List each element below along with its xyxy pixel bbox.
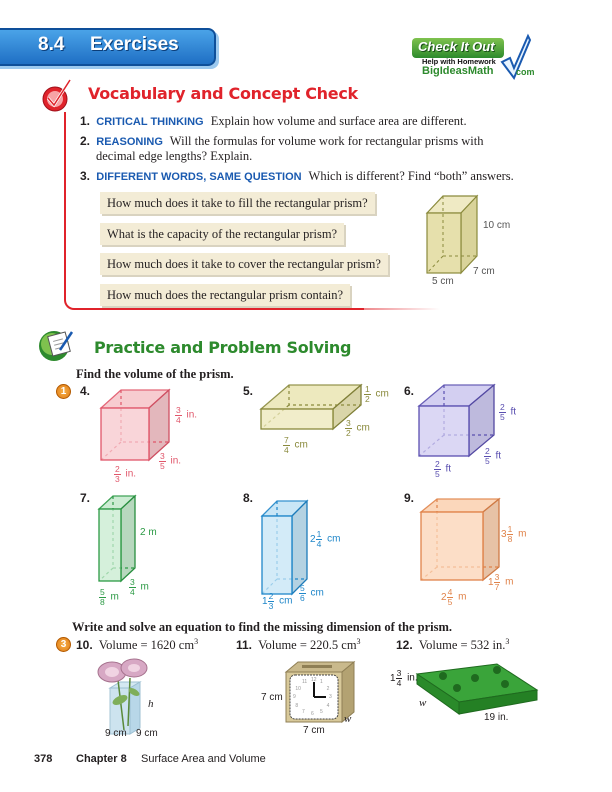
practice-icon bbox=[38, 328, 74, 362]
question-box: What is the capacity of the rectangular prism? bbox=[100, 223, 344, 245]
question-box: How much does the rectangular prism contain? bbox=[100, 284, 350, 306]
exercise-keyword: CRITICAL THINKING bbox=[96, 116, 204, 128]
exercise-text: Will the formulas for volume work for rectangular prisms with bbox=[169, 134, 484, 148]
dim-label-height-7: 2 m bbox=[140, 527, 157, 538]
dim-label-depth-7: $\frac{3}{4}$ m bbox=[130, 577, 149, 597]
dim-label-height-6: $\frac{2}{5}$ ft bbox=[500, 402, 517, 422]
difficulty-badge: 1 bbox=[56, 384, 71, 399]
clock-number: 8 bbox=[295, 702, 299, 709]
problem-11-header: 11. Volume = 220.5 $cm^3$ bbox=[236, 637, 361, 653]
section-number: 8.4 bbox=[38, 34, 65, 55]
question-box: How much does it take to cover the rectangular prism? bbox=[100, 253, 388, 275]
dim-label-width-7: $\frac{5}{8}$ m bbox=[100, 587, 119, 607]
prism-figure-8 bbox=[260, 496, 310, 596]
dim-label-width-4: $\frac{2}{3}$ in. bbox=[115, 464, 137, 484]
clock-number: 6 bbox=[311, 711, 314, 717]
difficulty-badge: 3 bbox=[56, 637, 71, 652]
prism-front-face bbox=[262, 516, 292, 594]
exercise-number: 2. bbox=[80, 134, 91, 148]
chapter-label: Chapter 8 bbox=[76, 753, 127, 765]
problem-number: 4. bbox=[80, 384, 91, 398]
prism-figure-7 bbox=[97, 494, 142, 584]
vocab-dim-height: 10 cm bbox=[483, 220, 511, 231]
dim-label-width-6: $\frac{2}{5}$ ft bbox=[435, 459, 452, 479]
problem-number: 6. bbox=[404, 384, 415, 398]
question-box: How much does it take to fill the rectangular prism? bbox=[100, 192, 375, 214]
exercise-2-cont: decimal edge lengths? Explain. bbox=[96, 149, 253, 163]
clock-number: 7 bbox=[302, 708, 305, 715]
prism-front-face bbox=[101, 408, 149, 460]
instruction-2: Write and solve an equation to find the missing dimension of the prism. bbox=[72, 620, 453, 634]
dim-label-depth-5: $\frac{3}{2}$ cm bbox=[346, 418, 370, 438]
exercise-3 bbox=[80, 169, 514, 185]
problem-12-header: 12. Volume = 532 in.$^3$ bbox=[396, 637, 510, 653]
dim-label-width-9: 2 $\frac{4}{5}$ m bbox=[441, 587, 467, 607]
problem-10-header: 10. Volume = 1620 $cm^3$ bbox=[76, 637, 199, 653]
practice-section-title: Practice and Problem Solving bbox=[94, 338, 352, 357]
logo-line1: Check It Out bbox=[418, 39, 495, 54]
dim-label-height-5: $\frac{1}{2}$ cm bbox=[365, 384, 389, 404]
exercise-keyword: DIFFERENT WORDS, SAME QUESTION bbox=[96, 171, 302, 183]
prism-front-face bbox=[421, 512, 483, 580]
problem-number: 7. bbox=[80, 491, 91, 505]
prism-front-face bbox=[261, 409, 333, 429]
chapter-title: Surface Area and Volume bbox=[141, 753, 266, 765]
instruction-1: Find the volume of the prism. bbox=[76, 367, 234, 381]
dim-label-7cm-bottom: 7 cm bbox=[303, 725, 325, 736]
clock-number: 3 bbox=[329, 694, 332, 700]
check-it-out-logo[interactable] bbox=[412, 38, 536, 80]
logo-line2: Help with Homework bbox=[422, 57, 496, 66]
section-title: Exercises bbox=[90, 34, 179, 55]
dim-label-w-12: w bbox=[419, 697, 427, 709]
clock-number: 12 bbox=[311, 677, 317, 683]
vocab-frame-line bbox=[300, 308, 440, 310]
green-mat-figure bbox=[415, 662, 540, 720]
exercise-text: Which is different? Find “both” answers. bbox=[308, 169, 514, 183]
dim-label-depth-9: 1 $\frac{3}{7}$ m bbox=[488, 572, 514, 592]
prism-front-face bbox=[99, 509, 121, 581]
logo-line4: com bbox=[516, 67, 535, 77]
clock-number: 10 bbox=[295, 685, 301, 692]
dim-label-19in: 19 in. bbox=[484, 712, 509, 723]
dim-label-height-8: 2 $\frac{1}{4}$ cm bbox=[310, 529, 341, 549]
clock-number: 2 bbox=[326, 685, 330, 692]
dim-label-width-8: 1 $\frac{2}{3}$ cm bbox=[262, 591, 293, 611]
dim-label-7cm-left: 7 cm bbox=[261, 692, 283, 703]
vocab-section-title: Vocabulary and Concept Check bbox=[88, 84, 358, 103]
exercise-number: 1. bbox=[80, 114, 91, 128]
exercise-1 bbox=[80, 114, 467, 130]
prism-front-face bbox=[419, 406, 469, 456]
vocab-dim-depth: 7 cm bbox=[473, 266, 495, 277]
dim-label-width-5: $\frac{7}{4}$ cm bbox=[284, 435, 308, 455]
clock-face bbox=[290, 675, 338, 719]
logo-line3: BigIdeasMath bbox=[422, 65, 494, 77]
problem-number: 8. bbox=[243, 491, 254, 505]
prism-side-face bbox=[483, 499, 499, 580]
check-badge-icon bbox=[42, 82, 72, 112]
vocab-dim-width: 5 cm bbox=[432, 276, 454, 287]
dim-label-h: h bbox=[148, 698, 154, 710]
prism-figure-9 bbox=[419, 496, 504, 581]
dim-label-9cm-b: 9 cm bbox=[136, 728, 158, 739]
problem-number: 5. bbox=[243, 384, 254, 398]
clock-number: 5 bbox=[320, 708, 323, 715]
clock-number: 4 bbox=[326, 702, 330, 709]
dim-label-height-9: 3 $\frac{1}{8}$ m bbox=[501, 524, 527, 544]
exercise-number: 3. bbox=[80, 169, 91, 183]
exercise-text: Explain how volume and surface area are different. bbox=[210, 114, 467, 128]
prism-side-face bbox=[292, 501, 307, 594]
dim-label-height-4: $\frac{3}{4}$ in. bbox=[176, 405, 198, 425]
dim-label-depth-8: $\frac{5}{6}$ cm bbox=[300, 583, 324, 603]
dim-label-9cm-a: 9 cm bbox=[105, 728, 127, 739]
clock-number: 9 bbox=[293, 694, 296, 700]
dim-label-height-12: 1 $\frac{3}{4}$ in. bbox=[390, 668, 418, 688]
dim-label-depth-6: $\frac{2}{5}$ ft bbox=[485, 446, 502, 466]
page-number: 378 bbox=[34, 753, 53, 765]
dim-label-w: w bbox=[344, 713, 352, 725]
problem-number: 9. bbox=[404, 491, 415, 505]
dim-label-depth-4: $\frac{3}{5}$ in. bbox=[160, 451, 182, 471]
clock-number: 11 bbox=[302, 679, 308, 686]
exercise-2 bbox=[80, 134, 483, 150]
exercise-keyword: REASONING bbox=[96, 136, 163, 148]
clock-number: 1 bbox=[320, 679, 323, 686]
